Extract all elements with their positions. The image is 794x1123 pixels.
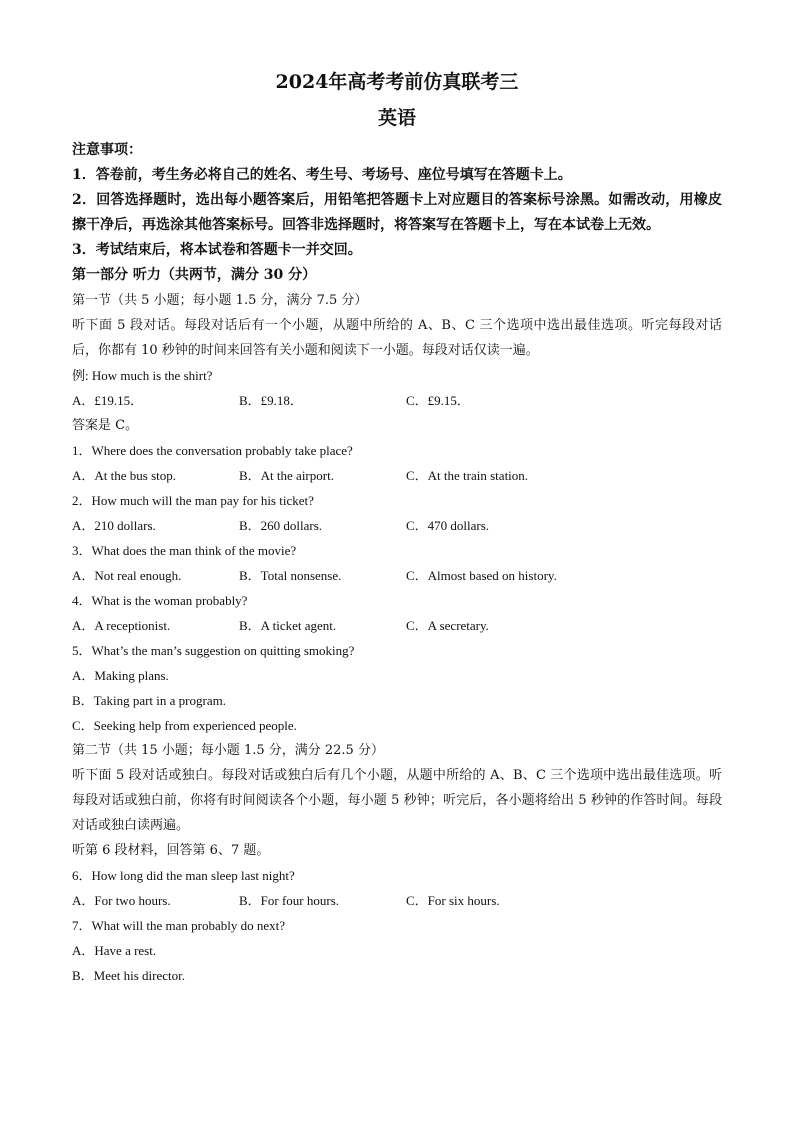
question-6: 6．How long did the man sleep last night?	[72, 868, 295, 883]
option-b: B．A ticket agent.	[239, 618, 337, 633]
option-b: B．260 dollars.	[239, 518, 323, 533]
question-5: 5．What’s the man’s suggestion on quitting smoking?	[72, 643, 355, 658]
option-b: B．£9.18．	[239, 393, 303, 408]
option-c: C．Almost based on history.	[406, 568, 557, 583]
option-c: C．For six hours.	[406, 893, 500, 908]
notice-item-3: 3．考试结束后，将本试卷和答题卡一并交回。	[72, 242, 362, 258]
option-a: A．Have a rest.	[72, 943, 157, 958]
notice-heading: 注意事项：	[72, 142, 142, 158]
option-b: B．At the airport.	[239, 468, 334, 483]
question-7: 7．What will the man probably do next?	[72, 918, 286, 933]
option-c: C．£9.15．	[406, 393, 470, 408]
option-c: C．At the train station.	[406, 468, 529, 483]
question-1: 1．Where does the conversation probably take place?	[72, 443, 353, 458]
notice-item-1: 1．答卷前，考生务必将自己的姓名、考生号、考场号、座位号填写在答题卡上。	[72, 167, 572, 183]
question-4-options	[72, 613, 722, 638]
notice-item-2: 2．回答选择题时，选出每小题答案后，用铅笔把答题卡上对应题目的答案标号涂黑。如需改动，用橡皮擦干净后，再选涂其他答案标号。回答非选择题时，将答案写在答题卡上，写在本试卷上无效。	[72, 192, 722, 233]
section2-instructions: 听下面 5 段对话或独白。每段对话或独白后有几个小题，从题中所给的 A、B、C 三个选项中选出最佳选项。听每段对话或独白前，你将有时间阅读各个小题，每小题 5 秒钟；听完后，各小题将给出 5 秒钟的作答时间。每段对话或独白读两遍。	[72, 768, 722, 833]
option-a: A．Not real enough.	[72, 568, 182, 583]
option-a: A．£19.15．	[72, 393, 144, 408]
question-1-options	[72, 463, 722, 488]
option-a: A．A receptionist.	[72, 618, 171, 633]
option-a: A．Making plans.	[72, 668, 169, 683]
question-2-options	[72, 513, 722, 538]
option-a: A．210 dollars.	[72, 518, 156, 533]
question-3: 3．What does the man think of the movie?	[72, 543, 297, 558]
part1-heading: 第一部分 听力（共两节，满分 30 分）	[72, 267, 317, 283]
option-c: C．A secretary.	[406, 618, 489, 633]
question-2: 2．How much will the man pay for his ticket?	[72, 493, 314, 508]
option-b: B．Taking part in a program.	[72, 693, 226, 708]
question-6-options	[72, 888, 722, 913]
option-b: B．Meet his director.	[72, 968, 186, 983]
option-a: A．At the bus stop.	[72, 468, 177, 483]
option-c: C．470 dollars.	[406, 518, 490, 533]
question-4: 4．What is the woman probably?	[72, 593, 248, 608]
material-6-note: 听第 6 段材料，回答第 6、7 题。	[72, 843, 270, 858]
section1-heading: 第一节（共 5 小题；每小题 1.5 分，满分 7.5 分）	[72, 293, 368, 308]
option-a: A．For two hours.	[72, 893, 171, 908]
exam-title: 2024年高考考前仿真联考三	[275, 71, 519, 93]
option-b: B．For four hours.	[239, 893, 340, 908]
option-c: C．Seeking help from experienced people.	[72, 718, 297, 733]
option-b: B．Total nonsense.	[239, 568, 342, 583]
exam-subject: 英语	[377, 107, 416, 129]
section1-instructions: 听下面 5 段对话。每段对话后有一个小题，从题中所给的 A、B、C 三个选项中选出最佳选项。听完每段对话后，你都有 10 秒钟的时间来回答有关小题和阅读下一小题。每段对话仅读一遍。	[72, 318, 722, 358]
example-question: 例: How much is the shirt?	[72, 368, 213, 383]
question-3-options	[72, 563, 722, 588]
example-answer: 答案是 C。	[72, 418, 139, 433]
example-options	[72, 388, 722, 413]
section2-heading: 第二节（共 15 小题；每小题 1.5 分，满分 22.5 分）	[72, 743, 384, 758]
